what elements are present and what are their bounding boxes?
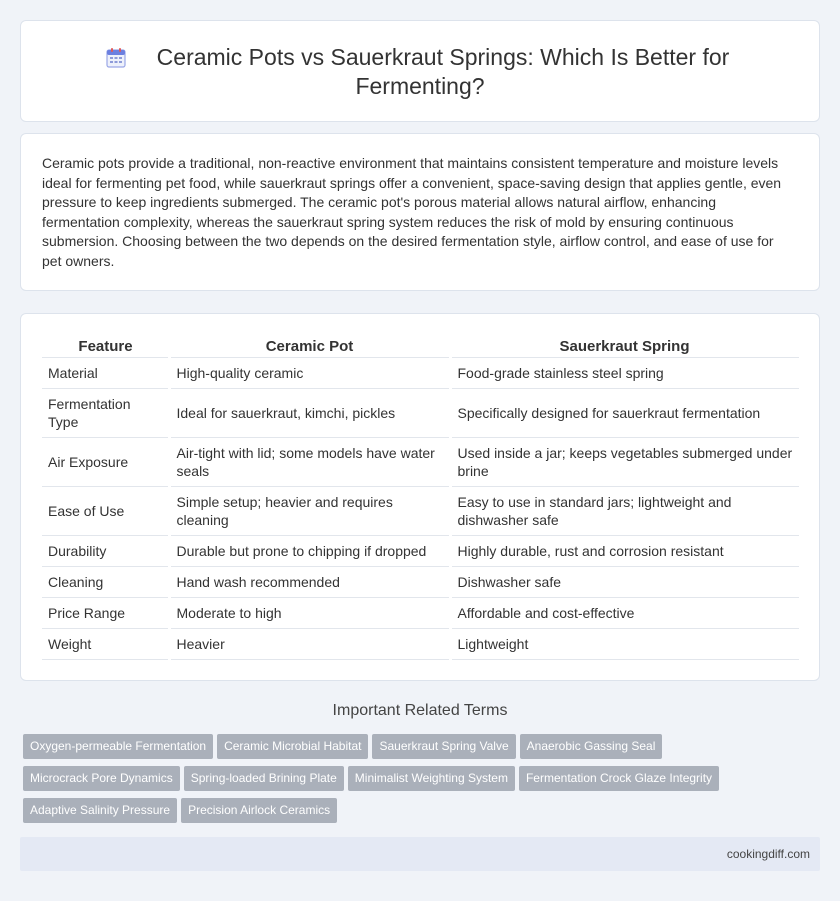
table-row xyxy=(42,598,799,629)
table-row xyxy=(42,389,799,438)
table-cell: High-quality ceramic xyxy=(169,358,450,389)
table-cell: Moderate to high xyxy=(169,598,450,629)
title-card xyxy=(20,20,820,122)
related-tag[interactable]: Adaptive Salinity Pressure xyxy=(23,798,177,823)
page-title xyxy=(21,43,819,101)
table-cell: Durable but prone to chipping if dropped xyxy=(169,536,450,567)
table-cell: Highly durable, rust and corrosion resistant xyxy=(450,536,799,567)
table-cell: Affordable and cost-effective xyxy=(450,598,799,629)
header-sauerkraut-spring: Sauerkraut Spring xyxy=(450,334,799,358)
tag-row xyxy=(23,734,823,766)
table-cell: Air-tight with lid; some models have water seals xyxy=(169,438,450,487)
table-row xyxy=(42,358,799,389)
intro-paragraph: Ceramic pots provide a traditional, non-reactive environment that maintains consistent temperature and moisture levels ideal for fermenting pet food, while sauerkraut springs offer a convenient, space-saving design that applies gentle, even pressure to keep ingredients submerged. The ceramic pot's porous material allows natural airflow, enhancing fermentation complexity, whereas the sauerkraut spring system reduces the risk of mold by ensuring continuous submersion. Choosing between the two depends on the desired fermentation style, airflow control, and ease of use for pet owners. xyxy=(42,155,782,269)
comparison-table-card xyxy=(20,313,820,681)
related-tag[interactable]: Ceramic Microbial Habitat xyxy=(217,734,368,759)
related-tag[interactable]: Oxygen-permeable Fermentation xyxy=(23,734,213,759)
related-terms-title: Important Related Terms xyxy=(332,702,508,719)
table-header-row xyxy=(42,334,799,358)
table-cell: Air Exposure xyxy=(42,438,169,487)
table-cell: Easy to use in standard jars; lightweight and dishwasher safe xyxy=(450,487,799,536)
table-row xyxy=(42,567,799,598)
table-row xyxy=(42,536,799,567)
intro-card xyxy=(20,133,820,291)
page-title-line2: Fermenting? xyxy=(355,73,485,99)
table-cell: Heavier xyxy=(169,629,450,660)
table-cell: Used inside a jar; keeps vegetables submerged under brine xyxy=(450,438,799,487)
table-cell: Fermentation Type xyxy=(42,389,169,438)
page-title-line1: Ceramic Pots vs Sauerkraut Springs: Which Is Better for xyxy=(156,44,730,70)
tag-row xyxy=(23,766,823,798)
table-cell: Material xyxy=(42,358,169,389)
table-cell: Hand wash recommended xyxy=(169,567,450,598)
header-ceramic-pot: Ceramic Pot xyxy=(169,334,450,358)
table-cell: Durability xyxy=(42,536,169,567)
footer xyxy=(20,837,820,871)
tag-row xyxy=(23,798,823,830)
table-cell: Dishwasher safe xyxy=(450,567,799,598)
related-terms-tags xyxy=(23,734,823,830)
table-cell: Lightweight xyxy=(450,629,799,660)
table-cell: Simple setup; heavier and requires cleaning xyxy=(169,487,450,536)
header-feature: Feature xyxy=(42,334,169,358)
table-row xyxy=(42,487,799,536)
table-cell: Ideal for sauerkraut, kimchi, pickles xyxy=(169,389,450,438)
related-tag[interactable]: Microcrack Pore Dynamics xyxy=(23,766,180,791)
related-tag[interactable]: Minimalist Weighting System xyxy=(348,766,515,791)
table-row xyxy=(42,629,799,660)
related-tag[interactable]: Sauerkraut Spring Valve xyxy=(372,734,515,759)
related-tag[interactable]: Anaerobic Gassing Seal xyxy=(520,734,663,759)
related-tag[interactable]: Spring-loaded Brining Plate xyxy=(184,766,344,791)
table-cell: Food-grade stainless steel spring xyxy=(450,358,799,389)
table-cell: Specifically designed for sauerkraut fermentation xyxy=(450,389,799,438)
table-cell: Ease of Use xyxy=(42,487,169,536)
footer-site-link[interactable]: cookingdiff.com xyxy=(726,847,810,861)
comparison-table xyxy=(42,334,799,660)
table-cell: Cleaning xyxy=(42,567,169,598)
table-cell: Weight xyxy=(42,629,169,660)
table-cell: Price Range xyxy=(42,598,169,629)
related-tag[interactable]: Fermentation Crock Glaze Integrity xyxy=(519,766,719,791)
table-row xyxy=(42,438,799,487)
related-tag[interactable]: Precision Airlock Ceramics xyxy=(181,798,337,823)
